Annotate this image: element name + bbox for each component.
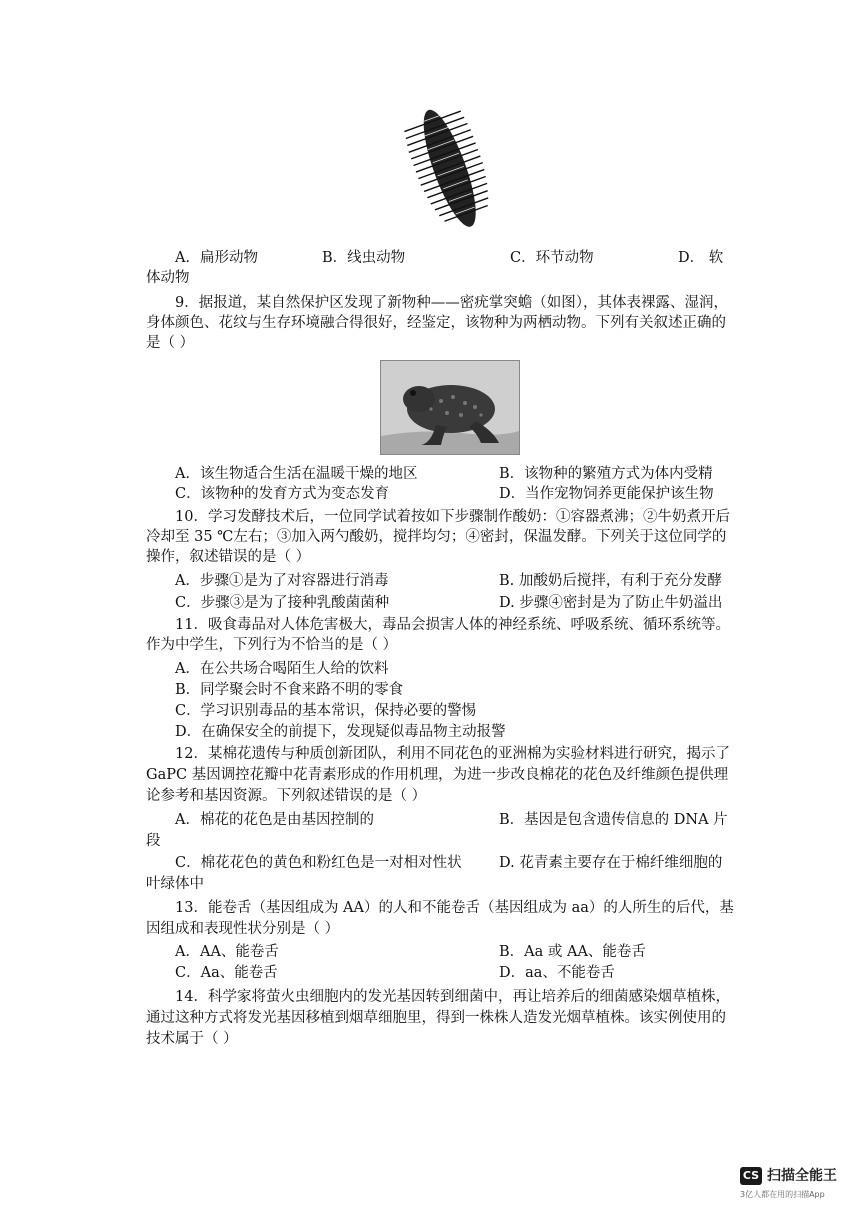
watermark-app-name: 扫描全能王 (767, 1168, 837, 1184)
q8-option-a: A．扁形动物 (175, 250, 258, 266)
q13-option-b: B．Aa 或 AA、能卷舌 (499, 944, 646, 960)
q12-option-d: D. 花青素主要存在于棉纤维细胞的 (499, 855, 723, 871)
q10-option-c: C．步骤③是为了接种乳酸菌菌种 (175, 595, 390, 611)
q10-option-d: D. 步骤④密封是为了防止牛奶溢出 (499, 595, 723, 611)
q11-option-d: D．在确保安全的前提下，发现疑似毒品物主动报警 (175, 724, 506, 740)
camscanner-logo-icon: CS (740, 1167, 762, 1185)
q12-option-d-wrap: 叶绿体中 (146, 876, 204, 892)
q11-option-a: A．在公共场合喝陌生人给的饮料 (175, 661, 389, 677)
q13-option-a: A．AA、能卷舌 (175, 944, 279, 960)
q14-stem-line-3: 技术属于（ ） (146, 1031, 238, 1047)
q8-option-d-wrap: 体动物 (146, 270, 190, 286)
q8-option-b: B．线虫动物 (322, 250, 406, 266)
q12-option-b: B．基因是包含遗传信息的 DNA 片 (499, 812, 728, 828)
q12-option-c: C．棉花花色的黄色和粉红色是一对相对性状 (175, 855, 462, 871)
q13-option-c: C．Aa、能卷舌 (175, 965, 278, 981)
q10-stem-line-1: 10．学习发酵技术后，一位同学试着按如下步骤制作酸奶：①容器煮沸；②牛奶煮开后 (175, 509, 730, 525)
q11-option-c: C．学习识别毒品的基本常识，保持必要的警惕 (175, 703, 477, 719)
segmented-worm-illustration (395, 105, 495, 235)
q13-stem-line-1: 13．能卷舌（基因组成为 AA）的人和不能卷舌（基因组成为 aa）的人所生的后代，基 (175, 900, 734, 916)
q13-option-d: D．aa、不能卷舌 (499, 965, 615, 981)
q10-option-b: B. 加酸奶后搅拌，有利于充分发酵 (499, 573, 722, 589)
scanner-watermark (740, 1163, 850, 1203)
q14-stem-line-2: 通过这种方式将发光基因移植到烟草细胞里，得到一株株人造发光烟草植株。该实例使用的 (146, 1010, 726, 1026)
q12-stem-line-1: 12．某棉花遗传与种质创新团队，利用不同花色的亚洲棉为实验材料进行研究，揭示了 (175, 746, 730, 762)
watermark-tagline: 3亿人都在用的扫描App (740, 1190, 825, 1199)
q12-option-a: A．棉花的花色是由基因控制的 (175, 812, 374, 828)
q9-option-a: A．该生物适合生活在温暖干燥的地区 (175, 466, 418, 482)
q8-option-d: D． 软 (678, 250, 724, 266)
q9-option-d: D．当作宠物饲养更能保护该生物 (499, 486, 714, 502)
q10-stem-line-3: 操作，叙述错误的是（ ） (146, 549, 311, 565)
q10-stem-line-2: 冷却至 35 ℃左右；③加入两勺酸奶，搅拌均匀；④密封，保温发酵。下列关于这位同学的 (146, 529, 727, 545)
q11-stem-line-2: 作为中学生，下列行为不恰当的是（ ） (146, 637, 398, 653)
q9-option-b: B．该物种的繁殖方式为体内受精 (499, 466, 713, 482)
q11-option-b: B．同学聚会时不食来路不明的零食 (175, 682, 404, 698)
q9-stem-line-2: 身体颜色、花纹与生存环境融合得很好，经鉴定，该物种为两栖动物。下列有关叙述正确的 (146, 315, 726, 331)
q12-option-b-wrap: 段 (146, 833, 161, 849)
q13-stem-line-2: 因组成和表现性状分别是（ ） (146, 921, 340, 937)
q11-stem-line-1: 11．吸食毒品对人体危害极大，毒品会损害人体的神经系统、呼吸系统、循环系统等。 (175, 617, 730, 633)
q14-stem-line-1: 14．科学家将萤火虫细胞内的发光基因转到细菌中，再让培养后的细菌感染烟草植株， (175, 989, 730, 1005)
q12-stem-line-3: 论参考和基因资源。下列叙述错误的是（ ） (146, 788, 427, 804)
frog-photo (380, 360, 520, 455)
q8-option-c: C．环节动物 (510, 250, 594, 266)
q9-stem-line-3: 是（ ） (146, 335, 195, 351)
q12-stem-line-2: GaPC 基因调控花瓣中花青素形成的作用机理，为进一步改良棉花的花色及纤维颜色提供理 (146, 767, 729, 783)
q9-option-c: C．该物种的发育方式为变态发育 (175, 486, 390, 502)
q9-stem-line-1: 9．据报道，某自然保护区发现了新物种——密疣掌突蟾（如图），其体表裸露、湿润， (175, 295, 728, 311)
q10-option-a: A．步骤①是为了对容器进行消毒 (175, 573, 389, 589)
